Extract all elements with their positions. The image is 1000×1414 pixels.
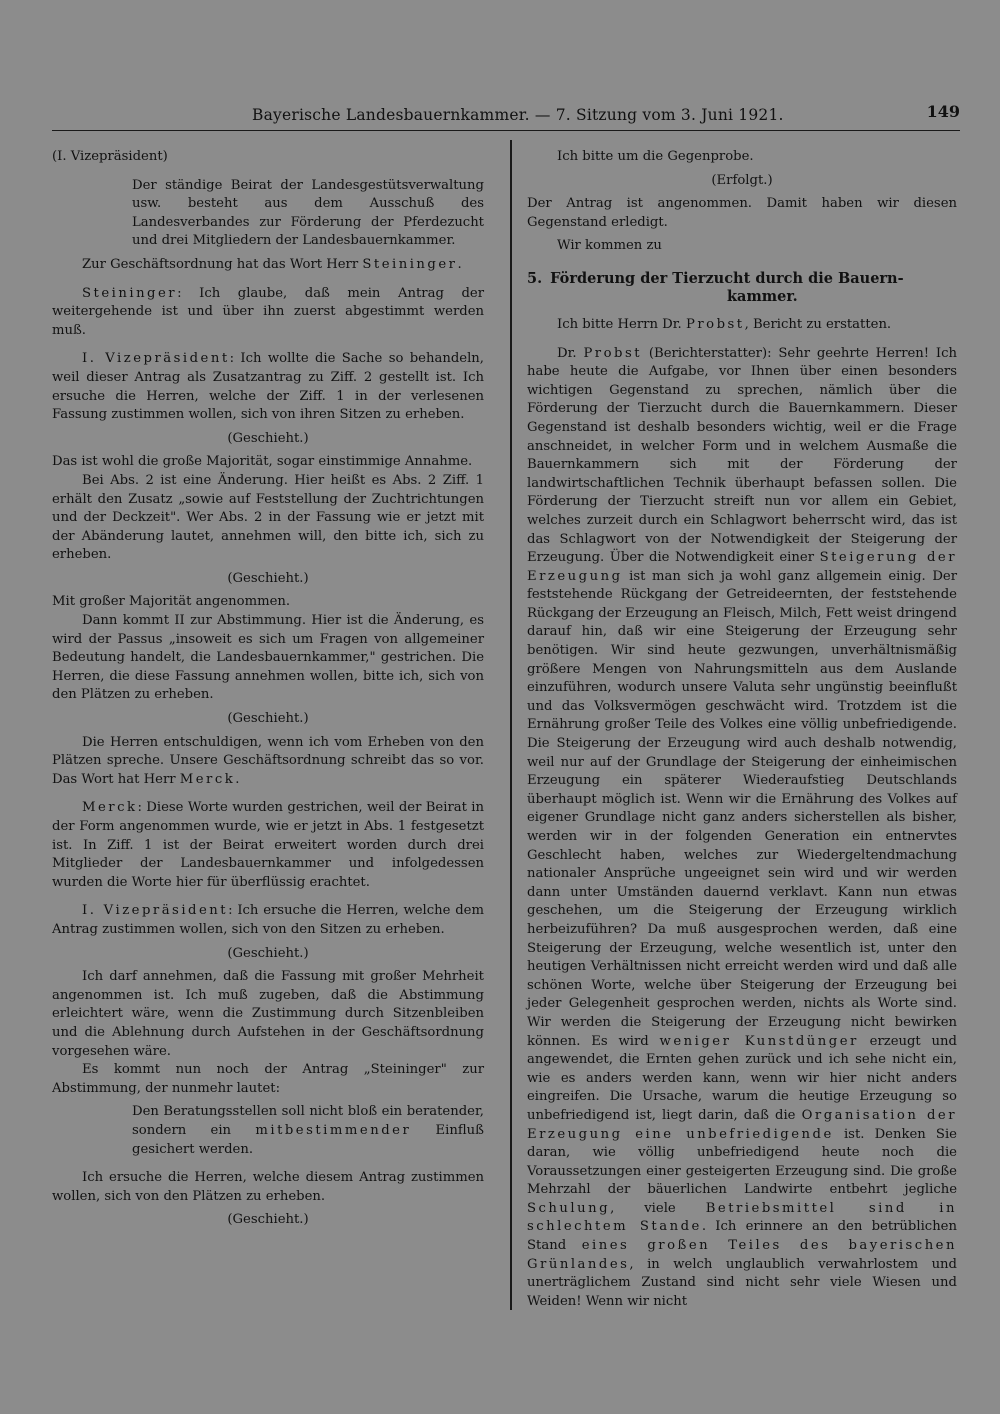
header-title: Bayerische Landesbauernkammer. — 7. Sitzung vom 3. Juni 1921.: [252, 106, 784, 124]
paragraph: Mit großer Majorität angenommen.: [52, 594, 291, 610]
left-column: [52, 148, 484, 1230]
paragraph: Wir kommen zu: [557, 238, 662, 254]
page-number: 149: [926, 102, 960, 121]
stage-direction: (Geschieht.): [227, 945, 309, 961]
paragraph: Das ist wohl die große Majorität, sogar einstimmige Annahme.: [52, 454, 473, 470]
paragraph: I. Vizepräsident: Ich ersuche die Herren, welche dem Antrag zustimmen wollen, sich von den Sitzen zu erheben.: [52, 903, 484, 937]
paragraph: Die Herren entschuldigen, wenn ich vom Erheben von den Plätzen spreche. Unsere Geschäftsordnung schreibt das so vor. Das Wort hat Herr Merck.: [52, 734, 484, 787]
speaker-name: I. Vizepräsident: [82, 903, 229, 919]
paragraph: Der Antrag ist angenommen. Damit haben wir diesen Gegenstand erledigt.: [527, 196, 957, 230]
paragraph: Zur Geschäftsordnung hat das Wort Herr Steininger.: [82, 256, 462, 272]
paragraph: Ich darf annehmen, daß die Fassung mit großer Mehrheit angenommen ist. Ich muß zugeben, daß die Abstimmung erleichtert wäre, wenn die Zustimmung durch Sitzenbleiben und die Ablehnung durch Aufstehen in der Geschäftsordnung vorgesehen wäre.: [52, 969, 484, 1059]
paragraph: Bei Abs. 2 ist eine Änderung. Hier heißt es Abs. 2 Ziff. 1 erhält den Zusatz „sowie auf Feststellung der Zuchtrichtungen und der Deckzeit". Wer Abs. 2 in der Fassung wie er jetzt mit der Abänderung lautet, annehmen will, den bitte ich, sich zu erheben.: [52, 472, 484, 563]
section-number: 5.: [527, 269, 543, 287]
running-header: [52, 100, 960, 131]
column-divider: [510, 140, 512, 1310]
speaker-continuation: (I. Vizepräsident): [52, 149, 168, 164]
speaker-name: Steininger: [82, 285, 178, 301]
speaker-name: I. Vizepräsident: [82, 351, 230, 367]
stage-direction: (Geschieht.): [227, 1212, 309, 1228]
stage-direction: (Geschieht.): [227, 430, 309, 446]
speaker-name: Steininger: [362, 256, 458, 272]
quoted-provision: Der ständige Beirat der Landesgestütsverwaltung usw. besteht aus dem Ausschuß des Landesverbandes zur Förderung der Pferdezucht und drei Mitgliedern der Landesbauernkammer.: [132, 177, 484, 249]
report-paragraph: Dr. Probst (Berichterstatter): Sehr geehrte Herren! Ich habe heute die Aufgabe, vor Ihnen über einen besonders wichtigen Gegenstand zu sprechen, nämlich über die Förderung der Tierzucht durch die Bauernkammern. Dieser Gegenstand ist deshalb besonders wichtig, weil er die Frage anschneidet, in welcher Form und in welchem Ausmaße die Bauernkammern sich mit der Förderung der landwirtschaftlichen Technik überhaupt befassen sollen. Die Förderung der Tierzucht streift nun vor allem ein Gebiet, welches zurzeit durch ein Schlagwort beherrscht wird, das ist das Schlagwort von der Notwendigkeit der Steigerung der Erzeugung. Über die Notwendigkeit einer Steigerung der Erzeugung ist man sich ja wohl ganz allgemein einig. Der feststehende Rückgang der Getreideernten, der feststehende Rückgang der Erzeugung an Fleisch, Milch, Fett weist dringend darauf hin, daß wir eine Steigerung der Erzeugung sehr benötigen. Wir sind heute gezwungen, unverhältnismäßig größere Mengen von Nahrungsmitteln aus dem Auslande einzuführen, wodurch unsere Valuta sehr ungünstig beeinflußt und das Volksvermögen geschwächt wird. Trotzdem ist die Ernährung großer Teile des Volkes eine völlig unbefriedigende. Die Steigerung der Erzeugung wird auch deshalb notwendig, weil nur auf der Grundlage der Steigerung der einheimischen Erzeugung ein späterer Wiederaufstieg Deutschlands überhaupt möglich ist. Wenn wir die Ernährung des Volkes auf eigener Grundlage nicht ganz anders sicherstellen als bisher, werden wir in der folgenden Generation ein entnervtes Geschlecht haben, welches zur Wiedergeltendmachung nationaler Ansprüche ungeeignet sein wird und wir werden dann unter Umständen dauernd verklavt. Kann nun etwas geschehen, um die Steigerung der Erzeugung wirklich herbeizuführen? Da muß ausgesprochen werden, daß eine Steigerung der Erzeugung, welche wesentlich ist, unter den heutigen Verhältnissen nicht erreicht werden wird und daß alle schönen Worte, welche über Steigerung der Erzeugung bei jeder Gelegenheit gesprochen werden, nichts als Worte sind. Wir werden die Steigerung der Erzeugung nicht bewirken können. Es wird weniger Kunstdünger erzeugt und angewendet, die Ernten gehen zurück und ich sehe nicht ein, wie es anders werden kann, wenn wir hier nicht anders eingreifen. Die Ursache, warum die heutige Erzeugung so unbefriedigend ist, liegt darin, daß die Organisation der Erzeugung eine unbefriedigende ist. Denken Sie daran, wie völlig unbefriedigend heute noch die Voraussetzungen einer gesteigerten Erzeugung sind. Die große Mehrzahl der bäuerlichen Landwirte entbehrt jegliche Schulung, viele Betriebsmittel sind in schlechtem Stande. Ich erinnere an den betrüblichen Stand eines großen Teiles des bayerischen Grünlandes, in welch unglaublich verwahrlostem und unerträglichem Zustand sind nicht sehr viele Wiesen und Weiden! Wenn wir nicht: [527, 345, 958, 1309]
paragraph: Es kommt nun noch der Antrag „Steininger" zur Abstimmung, der nunmehr lautet:: [52, 1062, 484, 1096]
paragraph: Dann kommt II zur Abstimmung. Hier ist die Änderung, es wird der Passus „insoweit es sich um Fragen von allgemeiner Bedeutung handelt, die Landesbauernkammer," gestrichen. Die Herren, die diese Fassung annehmen wollen, bitte ich, sich von den Plätzen zu erheben.: [52, 613, 484, 703]
stage-direction: (Geschieht.): [227, 570, 309, 586]
stage-direction: (Geschieht.): [227, 711, 309, 727]
speaker-name: Probst: [583, 345, 643, 361]
stage-direction: (Erfolgt.): [711, 172, 773, 188]
speaker-name: Merck: [82, 800, 138, 816]
paragraph: Ich ersuche die Herren, welche diesem Antrag zustimmen wollen, sich von den Plätzen zu erheben.: [52, 1170, 484, 1204]
quoted-motion: Den Beratungsstellen soll nicht bloß ein beratender, sondern ein mitbestimmender Einfluß gesichert werden.: [132, 1104, 484, 1157]
paragraph: Merck: Diese Worte wurden gestrichen, weil der Beirat in der Form angenommen wurde, wie er jetzt in Abs. 1 festgesetzt ist. In Ziff. 1 ist der Beirat erweitert worden durch drei Mitglieder der Landesbauernkammer und infolgedessen wurden die Worte hier für überflüssig erachtet.: [52, 800, 484, 890]
section-heading: 5. Förderung der Tierzucht durch die Bauern- kammer.: [527, 269, 904, 305]
speaker-name: Merck: [179, 771, 236, 787]
paragraph: I. Vizepräsident: Ich wollte die Sache so behandeln, weil dieser Antrag als Zusatzantrag zu Ziff. 2 gestellt ist. Ich ersuche die Herren, welche der Ziff. 1 in der verlesenen Fassung zustimmen wollen, sich von ihren Sitzen zu erheben.: [52, 351, 484, 423]
paragraph: Ich bitte um die Gegenprobe.: [557, 149, 754, 164]
right-column: [527, 148, 957, 1311]
speaker-name: Probst: [685, 316, 745, 332]
paragraph: Steininger: Ich glaube, daß mein Antrag der weitergehende ist und über ihn zuerst abgestimmt werden muß.: [52, 285, 484, 338]
paragraph: Ich bitte Herrn Dr. Probst, Bericht zu erstatten.: [557, 316, 892, 332]
